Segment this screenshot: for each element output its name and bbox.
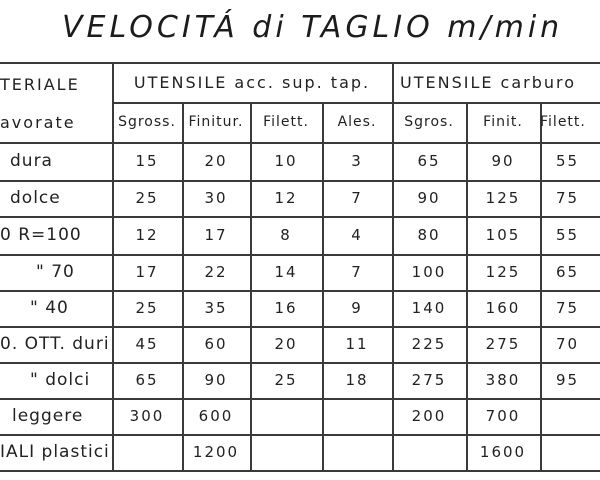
table-cell: 20 (204, 152, 228, 170)
table-cell: 90 (417, 189, 441, 207)
table-cell (392, 434, 466, 470)
table-cell (322, 434, 392, 470)
table-cell: 25 (274, 371, 298, 389)
table-cell: 20 (274, 335, 298, 353)
table-cell: 45 (135, 335, 159, 353)
table-cell: 17 (135, 263, 159, 281)
table-cell: 35 (204, 299, 228, 317)
subheader-carbide-1: Finit. (483, 114, 523, 130)
table-cell: 140 (411, 299, 447, 317)
page-title (62, 10, 563, 45)
row-rule (0, 470, 600, 472)
table-cell (250, 434, 322, 470)
table-cell: 160 (485, 299, 521, 317)
table-cell: 200 (411, 407, 447, 425)
table-cell: 80 (417, 226, 441, 244)
subheader-steel-2: Filett. (263, 114, 309, 130)
table-cell (540, 398, 600, 434)
material-header-line2: avorate (0, 112, 76, 132)
table-cell: 30 (204, 189, 228, 207)
table-cell: 17 (204, 226, 228, 244)
table-cell: 65 (135, 371, 159, 389)
material-label: dura (10, 151, 53, 171)
table-cell: 25 (135, 299, 159, 317)
title-unit: m/min (447, 10, 564, 45)
table-cell (540, 434, 600, 470)
table-cell: 105 (485, 226, 521, 244)
table-cell: 125 (485, 263, 521, 281)
table-cell: 10 (274, 152, 298, 170)
table-cell: 75 (556, 189, 580, 207)
table-cell: 90 (204, 371, 228, 389)
table-cell: 55 (556, 226, 580, 244)
table-cell: 275 (485, 335, 521, 353)
table-cell: 90 (491, 152, 515, 170)
material-label: " 40 (30, 298, 69, 318)
table-cell: 100 (411, 263, 447, 281)
subheader-steel-0: Sgross. (118, 114, 176, 130)
table-cell: 12 (274, 189, 298, 207)
material-header-line1: TERIALE (0, 74, 80, 94)
material-label: " dolci (30, 370, 91, 390)
table-cell: 18 (345, 371, 369, 389)
table-cell: 7 (351, 189, 363, 207)
table-cell (250, 398, 322, 434)
group-header-steel: UTENSILE acc. sup. tap. (133, 72, 371, 92)
table-cell: 3 (351, 152, 363, 170)
table-cell: 95 (556, 371, 580, 389)
table-cell: 16 (274, 299, 298, 317)
group-header-carbide: UTENSILE carburo (400, 72, 577, 92)
table-cell: 600 (198, 407, 234, 425)
table-cell: 225 (411, 335, 447, 353)
table-cell: 22 (204, 263, 228, 281)
table-cell: 8 (280, 226, 292, 244)
table-cell: 11 (345, 335, 369, 353)
material-label: dolce (10, 188, 61, 208)
material-label: " 70 (36, 262, 75, 282)
table-cell: 9 (351, 299, 363, 317)
table-cell: 700 (485, 407, 521, 425)
table-cell (112, 434, 182, 470)
title-text: VELOCITÁ di TAGLIO (62, 10, 434, 45)
subheader-steel-3: Ales. (337, 114, 377, 130)
table-cell: 15 (135, 152, 159, 170)
material-label: 0. OTT. duri (0, 334, 110, 354)
table-cell: 65 (556, 263, 580, 281)
table-cell (322, 398, 392, 434)
table-cell: 60 (204, 335, 228, 353)
subheader-carbide-0: Sgros. (404, 114, 454, 130)
table-cell: 1600 (479, 443, 527, 461)
table-cell: 300 (129, 407, 165, 425)
table-cell: 275 (411, 371, 447, 389)
table-cell: 55 (556, 152, 580, 170)
table-cell: 1200 (192, 443, 240, 461)
table-cell: 7 (351, 263, 363, 281)
material-label: leggere (12, 406, 84, 426)
table-cell: 14 (274, 263, 298, 281)
subheader-steel-1: Finitur. (188, 114, 244, 130)
subheader-carbide-2: Filett. (540, 114, 586, 130)
table-cell: 125 (485, 189, 521, 207)
material-label: 0 R=100 (0, 225, 82, 245)
table-cell: 70 (556, 335, 580, 353)
table-cell: 380 (485, 371, 521, 389)
material-label: IALI plastici (0, 442, 110, 462)
table-cell: 65 (417, 152, 441, 170)
table-cell: 25 (135, 189, 159, 207)
table-cell: 12 (135, 226, 159, 244)
table-cell: 75 (556, 299, 580, 317)
table-cell: 4 (351, 226, 363, 244)
